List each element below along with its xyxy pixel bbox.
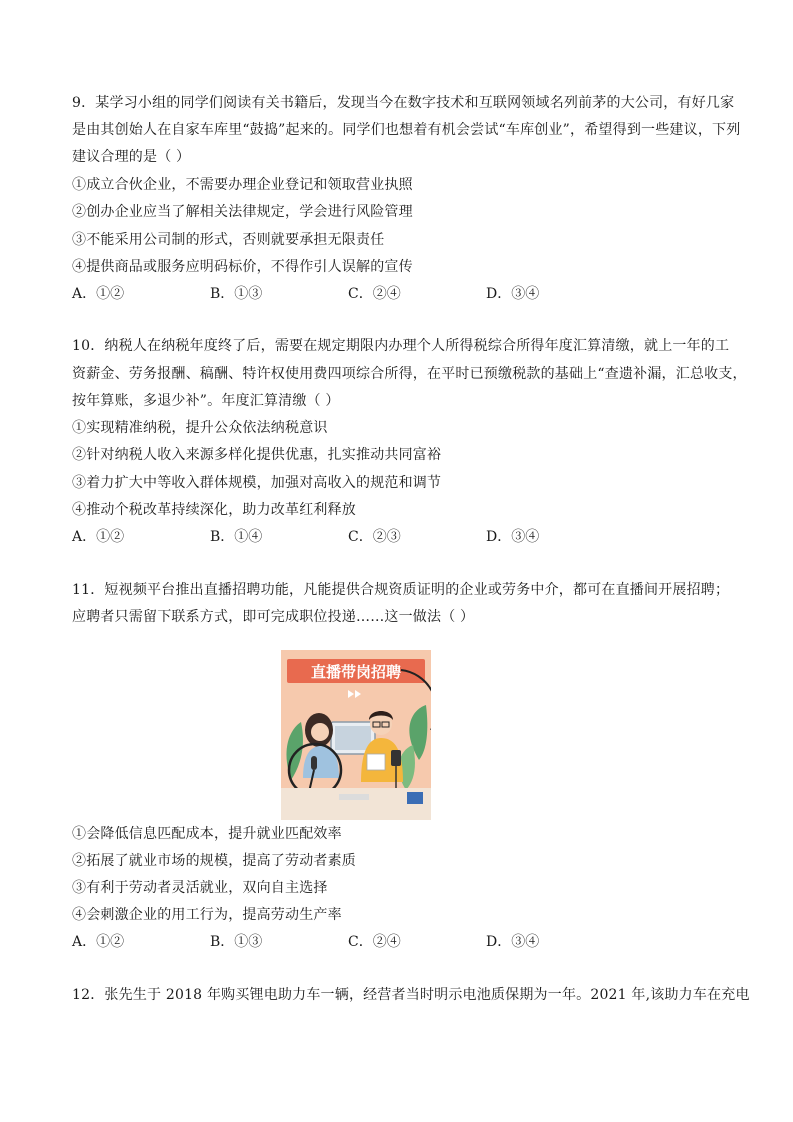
q11-item-2: ②拓展了就业市场的规模，提高了劳动者素质 <box>72 853 356 869</box>
q11-stem-line-2: 应聘者只需留下联系方式，即可完成职位投递……这一做法（ ） <box>72 609 475 625</box>
q10-item-4: ④推动个税改革持续深化，助力改革红利释放 <box>72 502 356 518</box>
q9-option-b[interactable]: B．①③ <box>210 286 263 302</box>
q10-stem-line-1: 10．纳税人在纳税年度终了后，需要在规定期限内办理个人所得税综合所得年度汇算清缴，就上一年的工 <box>72 338 730 354</box>
q10-stem-line-2: 资薪金、劳务报酬、稿酬、特许权使用费四项综合所得，在平时已预缴税款的基础上“查遗补漏，汇总收支， <box>72 366 747 382</box>
q9-option-d[interactable]: D．③④ <box>486 286 540 302</box>
q9-stem-line-2: 是由其创始人在自家车库里“鼓捣”起来的。同学们也想着有机会尝试“车库创业”，希望得到一些建议，下列 <box>72 122 741 138</box>
q9-item-3: ③不能采用公司制的形式，否则就要承担无限责任 <box>72 232 385 248</box>
q10-stem-line-3: 按年算账，多退少补”。年度汇算清缴（ ） <box>72 393 340 409</box>
q11-item-4: ④会刺激企业的用工行为，提高劳动生产率 <box>72 907 342 923</box>
q10-option-c[interactable]: C．②③ <box>348 529 401 545</box>
q9-item-1: ①成立合伙企业，不需要办理企业登记和领取营业执照 <box>72 177 413 193</box>
q9-option-c[interactable]: C．②④ <box>348 286 401 302</box>
q11-stem-line-1: 11．短视频平台推出直播招聘功能，凡能提供合规资质证明的企业或劳务中介，都可在直播间开展招聘； <box>72 582 730 598</box>
q11-option-b[interactable]: B．①③ <box>210 934 263 950</box>
q10-option-d[interactable]: D．③④ <box>486 529 540 545</box>
q10-item-1: ①实现精准纳税，提升公众依法纳税意识 <box>72 420 328 436</box>
q10-item-3: ③着力扩大中等收入群体规模，加强对高收入的规范和调节 <box>72 475 442 491</box>
q11-item-3: ③有利于劳动者灵活就业，双向自主选择 <box>72 880 328 896</box>
q11-option-d[interactable]: D．③④ <box>486 934 540 950</box>
illustration-title: 直播带岗招聘 <box>310 663 402 681</box>
q9-item-2: ②创办企业应当了解相关法律规定，学会进行风险管理 <box>72 204 413 220</box>
live-recruitment-illustration <box>281 650 431 820</box>
q11-option-a[interactable]: A．①② <box>72 934 125 950</box>
q12-stem-line-1: 12．张先生于 2018 年购买锂电助力车一辆，经营者当时明示电池质保期为一年。2021 年,该助力车在充电 <box>72 987 750 1003</box>
q9-option-a[interactable]: A．①② <box>72 286 125 302</box>
q10-option-a[interactable]: A．①② <box>72 529 125 545</box>
q9-stem-line-3: 建议合理的是（ ） <box>72 149 191 165</box>
q9-item-4: ④提供商品或服务应明码标价，不得作引人误解的宣传 <box>72 259 413 275</box>
illustration-svg <box>281 650 431 820</box>
q10-option-b[interactable]: B．①④ <box>210 529 263 545</box>
q9-stem-line-1: 9．某学习小组的同学们阅读有关书籍后，发现当今在数字技术和互联网领域名列前茅的大公司，有好几家 <box>72 95 735 111</box>
q10-item-2: ②针对纳税人收入来源多样化提供优惠，扎实推动共同富裕 <box>72 447 442 463</box>
q11-option-c[interactable]: C．②④ <box>348 934 401 950</box>
q11-item-1: ①会降低信息匹配成本，提升就业匹配效率 <box>72 826 342 842</box>
